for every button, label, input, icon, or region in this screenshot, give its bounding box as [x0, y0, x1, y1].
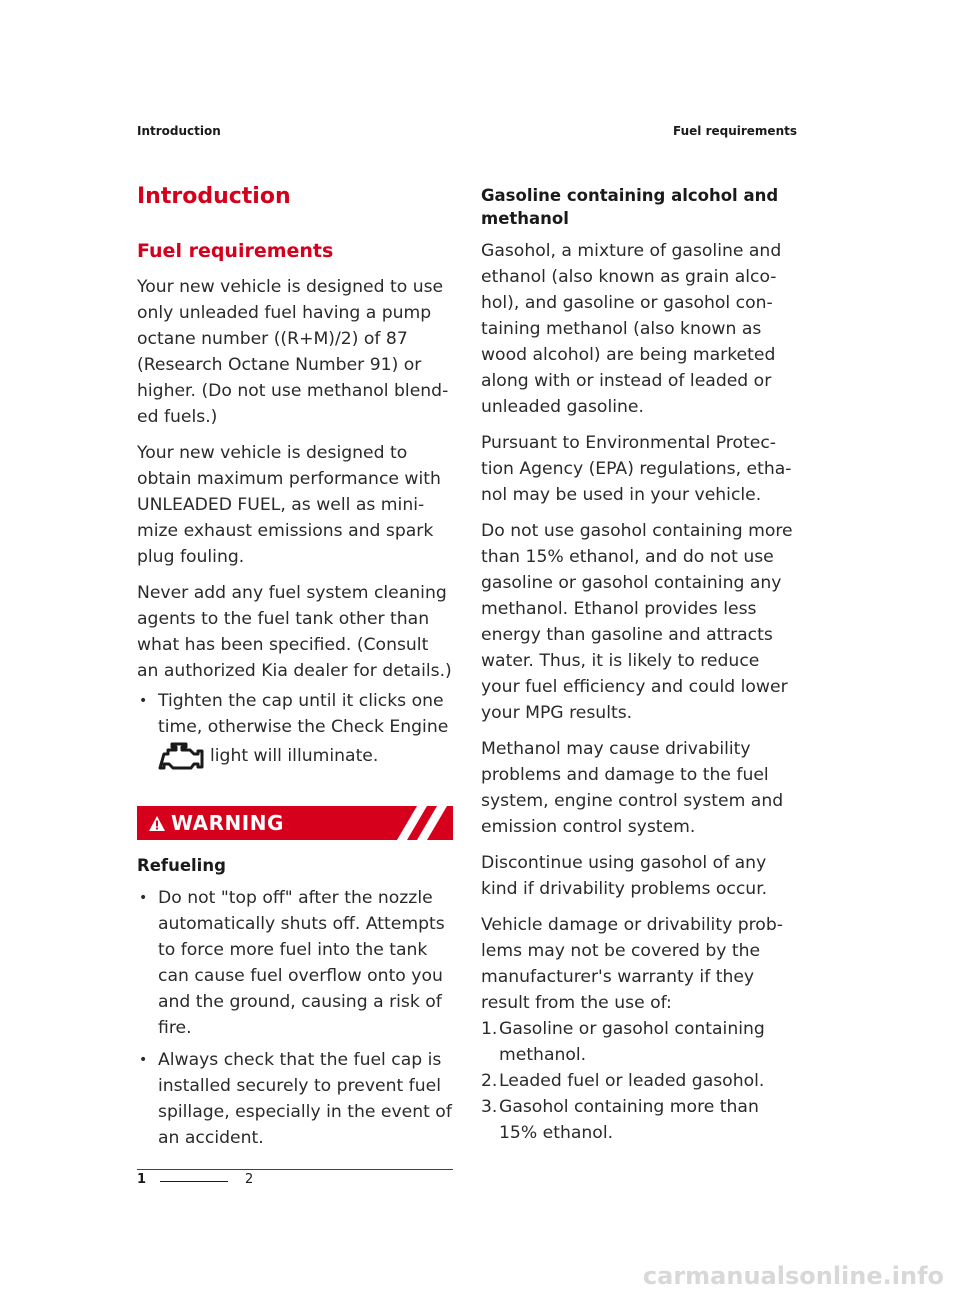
list-item-text: Do not "top off" after the nozzle automatically shuts off. Attempts to force more fuel into the tank can cause fuel overflow onto you and the ground, causing a risk of fire. — [158, 888, 445, 1038]
warning-list — [137, 885, 453, 1151]
numbered-list — [481, 1016, 801, 1146]
left-column — [137, 182, 453, 1170]
list-item-text: Tighten the cap until it clicks one time, otherwise the Check Engine — [158, 691, 449, 737]
section-title: Introduction — [137, 184, 291, 209]
list-item-text: Always check that the fuel cap is installed securely to prevent fuel spillage, especially in the event of an accident. — [158, 1050, 452, 1148]
bullet-dot: • — [139, 1052, 148, 1068]
paragraph: Do not use gasohol containing more than 15% ethanol, and do not use gasoline or gasohol containing any methanol. Ethanol provides less energy than gasoline and attracts water. Thus, it is likely to reduce your fuel efficiency and could lower your MPG results. — [481, 521, 793, 723]
paragraph: Pursuant to Environmental Protec-tion Agency (EPA) regulations, etha-nol may be used in your vehicle. — [481, 433, 792, 505]
list-item-text: Gasoline or gasohol containing methanol. — [499, 1019, 765, 1065]
list-item — [481, 1016, 801, 1068]
paragraph: Vehicle damage or drivability prob-lems may not be covered by the manufacturer's warranty if they result from the use of: — [481, 915, 783, 1013]
running-header-topic: Fuel requirements — [673, 124, 797, 138]
bullet-dot: • — [139, 693, 148, 709]
list-item-text: Leaded fuel or leaded gasohol. — [499, 1071, 765, 1091]
right-heading: Gasoline containing alcohol and methanol — [481, 186, 779, 228]
watermark: carmanualsonline.info — [642, 1262, 944, 1290]
list-number: 2. — [481, 1071, 498, 1091]
list-number: 3. — [481, 1097, 498, 1117]
list-item — [137, 688, 453, 740]
list-item — [137, 885, 453, 1041]
paragraph: Discontinue using gasohol of any kind if drivability problems occur. — [481, 853, 768, 899]
running-header-chapter: Introduction — [137, 124, 221, 138]
list-item — [137, 1047, 453, 1151]
warning-end-rule — [137, 1169, 453, 1170]
list-item-text: Gasohol containing more than 15% ethanol. — [499, 1097, 759, 1143]
warning-banner — [137, 806, 453, 840]
right-column — [481, 184, 801, 1146]
warning-stripes-icon — [393, 806, 453, 840]
warning-heading: Refueling — [137, 856, 226, 875]
bullet-dot: • — [139, 890, 148, 906]
paragraph: Never add any fuel system cleaning agents to the fuel tank other than what has been specified. (Consult an authorized Kia dealer for details.) — [137, 583, 452, 681]
check-engine-line — [137, 740, 453, 772]
paragraph: Your new vehicle is designed to use only unleaded fuel having a pump octane number ((R+M)/2) of 87 (Research Octane Number 91) or higher. (Do not use methanol blend-ed fuels.) — [137, 277, 449, 427]
check-engine-text: light will illuminate. — [210, 746, 379, 766]
list-item — [481, 1068, 801, 1094]
list-number: 1. — [481, 1019, 498, 1039]
footer-divider — [160, 1181, 228, 1182]
paragraph: Gasohol, a mixture of gasoline and ethanol (also known as grain alco-hol), and gasoline or gasohol con-taining methanol (also known as wood alcohol) are being marketed along with or instead of leaded or unleaded gasoline. — [481, 241, 782, 417]
bullet-list — [137, 688, 453, 740]
list-item — [481, 1094, 801, 1146]
chapter-number: 1 — [137, 1172, 147, 1187]
warning-triangle-icon — [149, 816, 165, 831]
paragraph: Your new vehicle is designed to obtain maximum performance with UNLEADED FUEL, as well as mini-mize exhaust emissions and spark plug fouling. — [137, 443, 441, 567]
paragraph: Methanol may cause drivability problems and damage to the fuel system, engine control system and emission control system. — [481, 739, 784, 837]
page-number: 2 — [245, 1172, 254, 1187]
subsection-title: Fuel requirements — [137, 240, 334, 262]
warning-label: WARNING — [171, 811, 284, 835]
check-engine-icon — [158, 740, 206, 772]
